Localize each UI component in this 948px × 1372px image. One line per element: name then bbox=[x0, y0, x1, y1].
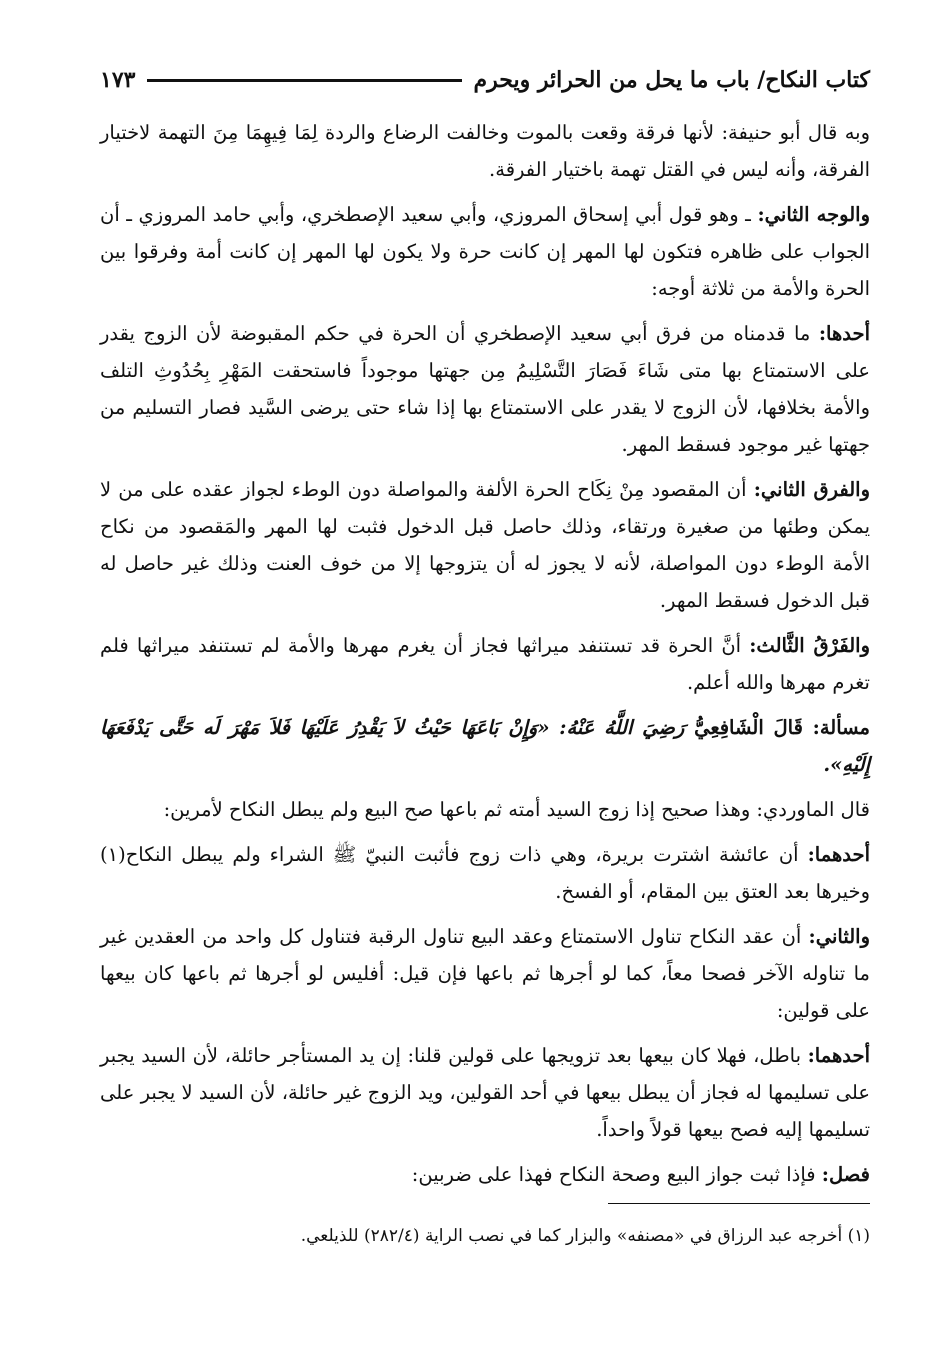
paragraph bbox=[100, 196, 870, 307]
paragraph-lead: والثاني: bbox=[808, 925, 870, 948]
paragraph-text: أن عقد النكاح تناول الاستمتاع وعقد البيع تناول الرقبة فتناول كل واحد من العقدين غير ما تناوله الآخر فصحا معاً، كما لو أجرها ثم باعها فإن قيل: أفليس لو أجرها ثم باعها كان بيعها على قولين: bbox=[100, 925, 870, 1022]
page-header bbox=[100, 60, 870, 100]
running-title: كتاب النكاح/ باب ما يحل من الحرائر ويحرم bbox=[473, 67, 870, 93]
paragraph-text: فإذا ثبت جواز البيع وصحة النكاح فهذا على ضربين: bbox=[411, 1163, 822, 1186]
paragraph bbox=[100, 471, 870, 619]
paragraph-lead: أحدهما: bbox=[807, 1044, 870, 1067]
paragraph-lead: والوجه الثاني: bbox=[757, 203, 870, 226]
paragraph bbox=[100, 627, 870, 701]
paragraph bbox=[100, 315, 870, 463]
paragraph-text: ما قدمناه من فرق أبي سعيد الإصطخري أن الحرة في حكم المقبوضة لأن الزوج يقدر على الاستمتاع بها متى شَاءَ فَصَارَ التَّسْلِيمُ مِن جهتها موجوداً فاستحقت المَهْرِ بِحُدُوثِ التلف والأمة بخلافها، لأن الزوج لا يقدر على الاستمتاع بها إذا شاء حتى يرضى السَّيد فصار التسليم من جهتها غير موجود فسقط المهر. bbox=[100, 322, 870, 456]
masala-paragraph bbox=[100, 709, 870, 783]
paragraph-lead: والفرق الثاني: bbox=[753, 478, 871, 501]
paragraph bbox=[100, 918, 870, 1029]
paragraph-lead: والفَرْقُ الثَّالث: bbox=[749, 634, 870, 657]
paragraph-text: باطل، فهلا كان بيعها بعد تزويجها على قولين قلنا: إن يد المستأجر حائلة، لأن السيد يجبر على تسليمها له فجاز أن يبطل بيعها في أحد القولين، ويد الزوج غير حائلة، لأن السيد لا يجبر على تسليمها إليه فصح بيعها قولاً واحداً. bbox=[100, 1044, 870, 1141]
paragraph bbox=[100, 114, 870, 188]
paragraph bbox=[100, 836, 870, 910]
paragraph-lead: مسألة: قَالَ الْشَافِعِيُّ bbox=[694, 716, 870, 739]
fasl-paragraph bbox=[100, 1156, 870, 1193]
footnote: (١) أخرجه عبد الرزاق في «مصنفه» والبزار كما في نصب الراية (٢٨٢/٤) للذيلعي. bbox=[300, 1226, 870, 1246]
page-number: ١٧٣ bbox=[100, 67, 136, 93]
paragraph-text: أنَّ الحرة قد تستنفد ميراثها فجاز أن يغرم مهرها والأمة لم تستنفد ميراثها فلم تغرم مهرها والله أعلم. bbox=[100, 634, 870, 694]
paragraph-lead: فصل: bbox=[821, 1163, 870, 1186]
paragraph-text: أن عائشة اشترت بريرة، وهي ذات زوج فأثبت النبيّ ﷺ الشراء ولم يبطل النكاح(١) وخيرها بعد العتق بين المقام، أو الفسخ. bbox=[100, 843, 870, 903]
paragraph-text: وبه قال أبو حنيفة: لأنها فرقة وقعت بالموت وخالفت الرضاع والردة لِمَا فِيهِمَا مِنَ التهمة لاختيار الفرقة، وأنه ليس في القتل تهمة باختيار الفرقة. bbox=[100, 121, 870, 181]
paragraph-text: قال الماوردي: وهذا صحيح إذا زوج السيد أمته ثم باعها صح البيع ولم يبطل النكاح لأمرين: bbox=[163, 798, 870, 821]
shafii-quote: رَضِيَ اللَّهُ عَنْهُ: «وَإِنْ بَاعَهَا حَيْثُ لاَ يَقْدِرُ عَلَيْهَا فَلاَ مَهْرَ لَه حَتَّى يَدْفَعَهَا إِلَيْهِ». bbox=[100, 716, 870, 776]
paragraph bbox=[100, 791, 870, 828]
paragraph-lead: أحدهما: bbox=[807, 843, 870, 866]
header-rule bbox=[147, 79, 461, 82]
footnote-separator bbox=[608, 1203, 870, 1204]
book-page bbox=[100, 60, 870, 1330]
paragraph-text: أن المقصود مِنْ نِكَاح الحرة الألفة والمواصلة دون الوطء لجواز عقده على من لا يمكن وطئها من صغيرة ورتقاء، وذلك حاصل قبل الدخول فثبت لها المهر والمَقصود من نكاح الأمة الوطء دون المواصلة، لأنه لا يجوز له أن يتزوجها إلا من خوف العنت وذلك غير حاصل له قبل الدخول فسقط المهر. bbox=[100, 478, 870, 612]
paragraph-lead: أحدها: bbox=[818, 322, 870, 345]
paragraph-text: ـ وهو قول أبي إسحاق المروزي، وأبي سعيد الإصطخري، وأبي حامد المروزي ـ أن الجواب على ظاهره فتكون لها المهر إن كانت حرة ولا يكون لها المهر إن كانت أمة وفرقوا بين الحرة والأمة من ثلاثة أوجه: bbox=[100, 203, 870, 300]
paragraph bbox=[100, 1037, 870, 1148]
